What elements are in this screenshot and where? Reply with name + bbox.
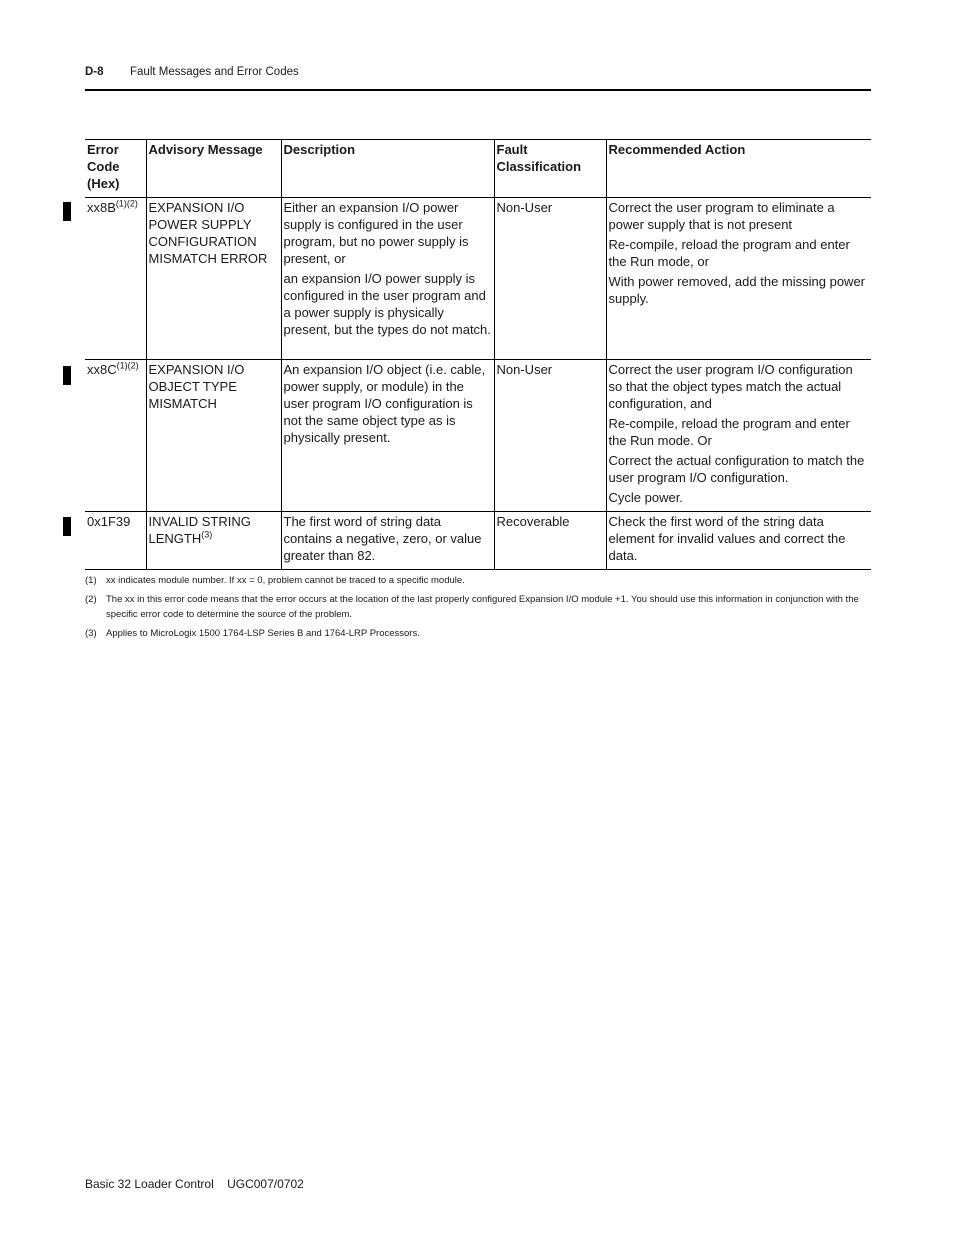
advisory-message-cell: EXPANSION I/O OBJECT TYPE MISMATCH [146, 360, 281, 512]
page-header [85, 66, 299, 78]
footnote: (3) Applies to MicroLogix 1500 1764-LSP Series B and 1764-LRP Processors. [85, 627, 420, 639]
header-recommended-action: Recommended Action [606, 140, 871, 198]
error-code-table [85, 139, 871, 570]
fault-classification-cell: Non-User [494, 360, 606, 512]
recommended-action-cell: Correct the user program to eliminate a power supply that is not present Re-compile, reload the program and enter the Run mode, or With power removed, add the missing power supply. [606, 198, 871, 360]
table-row [85, 360, 871, 512]
recommended-action-cell: Check the first word of the string data element for invalid values and correct the data. [606, 512, 871, 570]
header-rule [85, 89, 871, 91]
table-row [85, 512, 871, 570]
footnotes [85, 573, 871, 644]
page-number: D-8 [85, 66, 104, 78]
description-cell: Either an expansion I/O power supply is configured in the user program, but no power supply is present, or an expansion I/O power supply is configured in the user program and a power supply is physically present, but the types do not match. [281, 198, 494, 360]
error-code-cell: $xx8B^{(1)(2)}$ [87, 198, 138, 215]
error-code-cell: $xx8C^{(1)(2)}$ [87, 360, 139, 377]
advisory-message-cell: INVALID STRING LENGTH$^{(3)}$ [146, 512, 281, 570]
header-advisory-message: Advisory Message [146, 140, 281, 198]
header-error-code: Error Code (Hex) [87, 142, 120, 191]
change-bar [63, 517, 71, 536]
table-header-row [85, 140, 871, 198]
header-fault-classification: Fault Classification [494, 140, 606, 198]
description-cell: The first word of string data contains a negative, zero, or value greater than 82. [281, 512, 494, 570]
description-cell: An expansion I/O object (i.e. cable, power supply, or module) in the user program I/O configuration is not the same object type as is physically present. [281, 360, 494, 512]
error-code-cell: 0x1F39 [87, 514, 131, 529]
header-description: Description [281, 140, 494, 198]
change-bar [63, 366, 71, 385]
section-title: Fault Messages and Error Codes [130, 66, 299, 78]
page-footer [85, 1177, 304, 1191]
table-row [85, 198, 871, 360]
change-bar [63, 202, 71, 221]
fault-classification-cell: Non-User [494, 198, 606, 360]
footer-text: Basic 32 Loader Control UGC007/0702 [85, 1177, 304, 1191]
footnote: (1) xx indicates module number. If xx = 0, problem cannot be traced to a specific module. [85, 575, 465, 586]
fault-classification-cell: Recoverable [494, 512, 606, 570]
footnote: (2) The xx in this error code means that the error occurs at the location of the last properly configured Expansion I/O module +1. You should use this information in conjunction with the specific error code to determine the source of the problem. [85, 593, 859, 620]
advisory-message-cell: EXPANSION I/O POWER SUPPLY CONFIGURATION MISMATCH ERROR [146, 198, 281, 360]
recommended-action-cell: Correct the user program I/O configuration so that the object types match the actual configuration, and Re-compile, reload the program and enter the Run mode. Or Correct the actual configuration to match the user program I/O configuration. Cycle power. [606, 360, 871, 512]
